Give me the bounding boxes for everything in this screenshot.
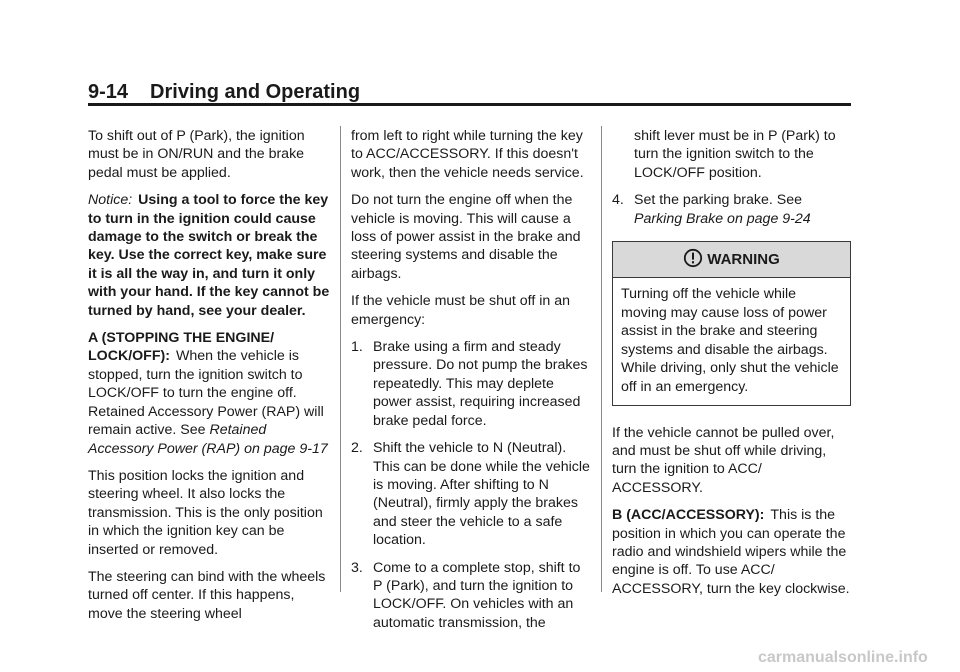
- emergency-intro-paragraph: If the vehicle must be shut off in an emergency:: [351, 293, 570, 328]
- step-text: Shift the vehicle to N (Neutral). This can be done while the vehicle is moving. After shifting to N (Neutral), firmly apply the brakes and steer the vehicle to a safe location.: [373, 440, 590, 549]
- position-b-label: B (ACC/ACCESSORY):: [612, 507, 765, 524]
- emergency-steps-list: [351, 338, 593, 632]
- step-number: 1.: [351, 339, 363, 356]
- warning-header: [613, 242, 850, 278]
- column-2: [351, 127, 593, 641]
- list-item: [351, 439, 593, 549]
- step-number: 3.: [351, 559, 363, 576]
- position-b-text: This is the position in which you can operate the radio and windshield wipers while the engine is off. To use ACC/ ACCESSORY, turn the key clockwise.: [612, 507, 850, 597]
- warning-box: [612, 241, 851, 406]
- notice-text: Using a tool to force the key to turn in the ignition could cause damage to the switch or break the key. Use the correct key, make sure it is all the way in, and turn it only with your hand. If the key cannot be turned by hand, see your dealer.: [88, 192, 330, 319]
- step-text: Brake using a firm and steady pressure. Do not pump the brakes repeatedly. This may deplete power assist, requiring increased brake pedal force.: [373, 339, 588, 429]
- page-number: 9-14: [88, 81, 129, 103]
- locks-paragraph: This position locks the ignition and steering wheel. It also locks the transmission. This is the only position in which the ignition key can be inserted or removed.: [88, 467, 323, 558]
- cannot-pull-over-paragraph: If the vehicle cannot be pulled over, and must be shut off while driving, turn the ignition to ACC/ ACCESSORY.: [612, 424, 835, 496]
- parking-brake-reference-link[interactable]: Parking Brake on page 9-24: [634, 210, 811, 227]
- column-divider-2: [601, 126, 602, 592]
- column-3: [612, 127, 854, 607]
- step-text: Come to a complete stop, shift to P (Park), and turn the ignition to LOCK/OFF. On vehicles with an automatic transmission, the: [373, 559, 581, 631]
- notice-label: Notice:: [88, 192, 133, 209]
- step-text: Set the parking brake. See: [634, 192, 802, 209]
- shift-park-paragraph: To shift out of P (Park), the ignition must be in ON/RUN and the brake pedal must be applied.: [88, 128, 305, 181]
- header-rule: [88, 103, 851, 106]
- watermark: carmanualsonline.info: [758, 649, 928, 666]
- column-1: [88, 127, 330, 632]
- warning-text: Turning off the vehicle while moving may cause loss of power assist in the brake and steering systems and disable the airbags. While driving, only shut the vehicle off in an emergency.: [621, 286, 839, 395]
- list-item: [351, 559, 593, 633]
- rap-reference-link[interactable]: Retained Accessory Power (RAP) on page 9-17: [88, 422, 328, 457]
- position-a-paragraph: [88, 329, 330, 458]
- column-divider-1: [340, 126, 341, 592]
- step-number: 4.: [612, 192, 624, 209]
- step-number: 2.: [351, 440, 363, 457]
- section-title: Driving and Operating: [150, 81, 361, 103]
- position-a-label: A (STOPPING THE ENGINE/ LOCK/OFF):: [88, 330, 275, 365]
- list-item: [351, 338, 593, 430]
- page-header: [88, 80, 360, 104]
- step-text: shift lever must be in P (Park) to turn the ignition switch to the LOCK/OFF position.: [634, 128, 836, 181]
- emergency-steps-list-continued: [612, 127, 854, 228]
- position-a-text: When the vehicle is stopped, turn the ignition switch to LOCK/OFF to turn the engine off. Retained Accessory Power (RAP) will remain active. See: [88, 348, 324, 439]
- list-item: [612, 191, 854, 228]
- steering-bind-paragraph: The steering can bind with the wheels turned off center. If this happens, move the steering wheel: [88, 568, 326, 622]
- do-not-turn-off-paragraph: Do not turn the engine off when the vehicle is moving. This will cause a loss of power assist in the brake and steering systems and disable the airbags.: [351, 192, 581, 282]
- warning-title: WARNING: [707, 251, 780, 269]
- position-b-paragraph: [612, 506, 854, 598]
- warning-icon: [683, 248, 703, 268]
- continuation-paragraph: from left to right while turning the key to ACC/ACCESSORY. If this doesn't work, then the vehicle needs service.: [351, 128, 584, 181]
- notice-paragraph: [88, 191, 330, 320]
- list-item: [612, 127, 854, 182]
